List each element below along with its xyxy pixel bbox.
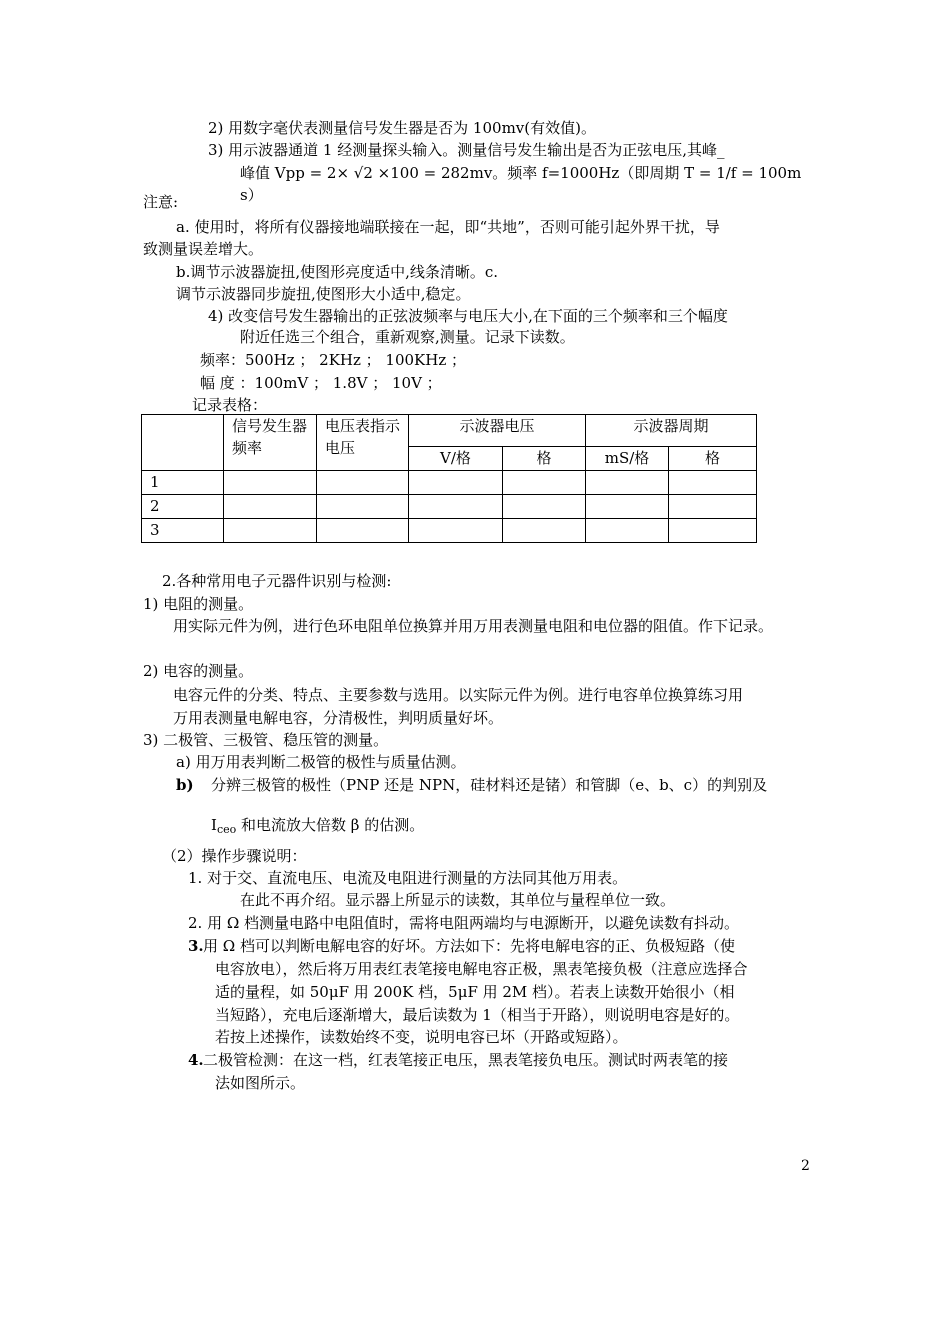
subheader-div-1: 格 (503, 447, 586, 471)
item-1-body: 用实际元件为例，进行色环电阻单位换算并用万用表测量电阻和电位器的阻值。作下记录。 (173, 617, 774, 635)
step-4: 4) 改变信号发生器输出的正弦波频率与电压大小,在下面的三个频率和三个幅度 (208, 307, 728, 325)
subheader-div-2: 格 (669, 447, 757, 471)
op-step-4: 二极管检测：在这一档，红表笔接正电压，黑表笔接负电压。测试时两表笔的接 (203, 1051, 729, 1069)
row-number: 2 (142, 495, 224, 519)
op-step-3-marker: 3. (188, 937, 204, 955)
item-3-a: a) 用万用表判断二极管的极性与质量估测。 (176, 753, 466, 771)
frequency-options: 频率：500Hz ； 2KHz ； 100KHz ； (200, 351, 467, 369)
record-table (141, 414, 757, 543)
record-table-label: 记录表格： (192, 396, 268, 414)
item-3-b: 分辨三极管的极性（PNP 还是 NPN，硅材料还是锗）和管脚（e、b、c）的判别及 (211, 776, 768, 794)
iceo-text: 和电流放大倍数 β 的估测。 (236, 816, 425, 834)
note-a: a. 使用时，将所有仪器接地端联接在一起，即“共地”，否则可能引起外界干扰，导 (176, 218, 720, 236)
table-row (142, 495, 757, 519)
iceo-subscript: ceo (216, 823, 237, 836)
header-meter-voltage: 电压表指示电压 (317, 415, 409, 471)
step-3-cont-2: s） (240, 186, 263, 204)
header-signal-frequency: 信号发生器频率 (224, 415, 317, 471)
note-a-cont: 致测量误差增大。 (143, 240, 264, 258)
op-step-3: 用 Ω 档可以判断电解电容的好坏。方法如下：先将电解电容的正、负极短路（使 (203, 937, 735, 955)
step-4-cont: 附近任选三个组合，重新观察,测量。记录下读数。 (240, 328, 575, 346)
page-number: 2 (801, 1158, 810, 1174)
table-row (142, 471, 757, 495)
note-c: 调节示波器同步旋扭,使图形大小适中,稳定。 (176, 285, 471, 303)
op-step-3-cont-2: 适的量程，如 50μF 用 200K 档，5μF 用 2M 档）。若表上读数开始很小（相 (215, 983, 735, 1001)
op-step-1: 1. 对于交、直流电压、电流及电阻进行测量的方法同其他万用表。 (188, 869, 628, 887)
note-b: b.调节示波器旋扭,使图形亮度适中,线条清晰。c. (176, 263, 499, 281)
op-step-3-cont-1: 电容放电），然后将万用表红表笔接电解电容正极，黑表笔接负极（注意应选择合 (215, 960, 748, 978)
item-3-b-marker: b) (176, 776, 194, 794)
op-step-3-cont-4: 若按上述操作，读数始终不变，说明电容已坏（开路或短路）。 (215, 1028, 628, 1046)
operation-heading: （2）操作步骤说明： (162, 847, 307, 865)
table-row (142, 519, 757, 543)
item-2-body: 电容元件的分类、特点、主要参数与选用。以实际元件为例。进行电容单位换算练习用 (173, 686, 744, 704)
header-scope-voltage: 示波器电压 (409, 415, 586, 447)
step-2: 2) 用数字毫伏表测量信号发生器是否为 100mv(有效值)。 (208, 119, 596, 137)
op-step-3-cont-3: 当短路），充电后逐渐增大，最后读数为 1（相当于开路），则说明电容是好的。 (215, 1006, 740, 1024)
table-corner-cell (142, 415, 224, 471)
note-heading: 注意: (143, 193, 179, 211)
subheader-v-per-div: V/格 (409, 447, 503, 471)
section-2-heading: 2.各种常用电子元器件识别与检测: (162, 572, 392, 590)
amplitude-options: 幅 度 ：100mV ； 1.8V ； 10V ； (200, 374, 442, 392)
header-scope-period: 示波器周期 (586, 415, 757, 447)
op-step-2: 2. 用 Ω 档测量电路中电阻值时，需将电阻两端均与电源断开，以避免读数有抖动。 (188, 914, 740, 932)
iceo-symbol: I (211, 816, 217, 834)
step-3-cont-1: 峰值 Vpp = 2× √2 ×100 = 282mv。频率 f=1000Hz（即周期 T = 1/f = 100m (240, 164, 802, 182)
op-step-4-cont: 法如图所示。 (215, 1074, 306, 1092)
subheader-ms-per-div: mS/格 (586, 447, 669, 471)
op-step-1-cont: 在此不再介绍。显示器上所显示的读数，其单位与量程单位一致。 (240, 891, 676, 909)
item-3-heading: 3) 二极管、三极管、稳压管的测量。 (143, 731, 389, 749)
row-number: 1 (142, 471, 224, 495)
row-number: 3 (142, 519, 224, 543)
step-3: 3) 用示波器通道 1 经测量探头输入。测量信号发生输出是否为正弦电压,其峰_ (208, 141, 725, 159)
item-2-heading: 2) 电容的测量。 (143, 662, 254, 680)
item-3-b-cont (211, 814, 424, 838)
item-2-body-cont: 万用表测量电解电容，分清极性，判明质量好坏。 (173, 709, 504, 727)
item-1-heading: 1) 电阻的测量。 (143, 595, 254, 613)
op-step-4-marker: 4. (188, 1051, 204, 1069)
